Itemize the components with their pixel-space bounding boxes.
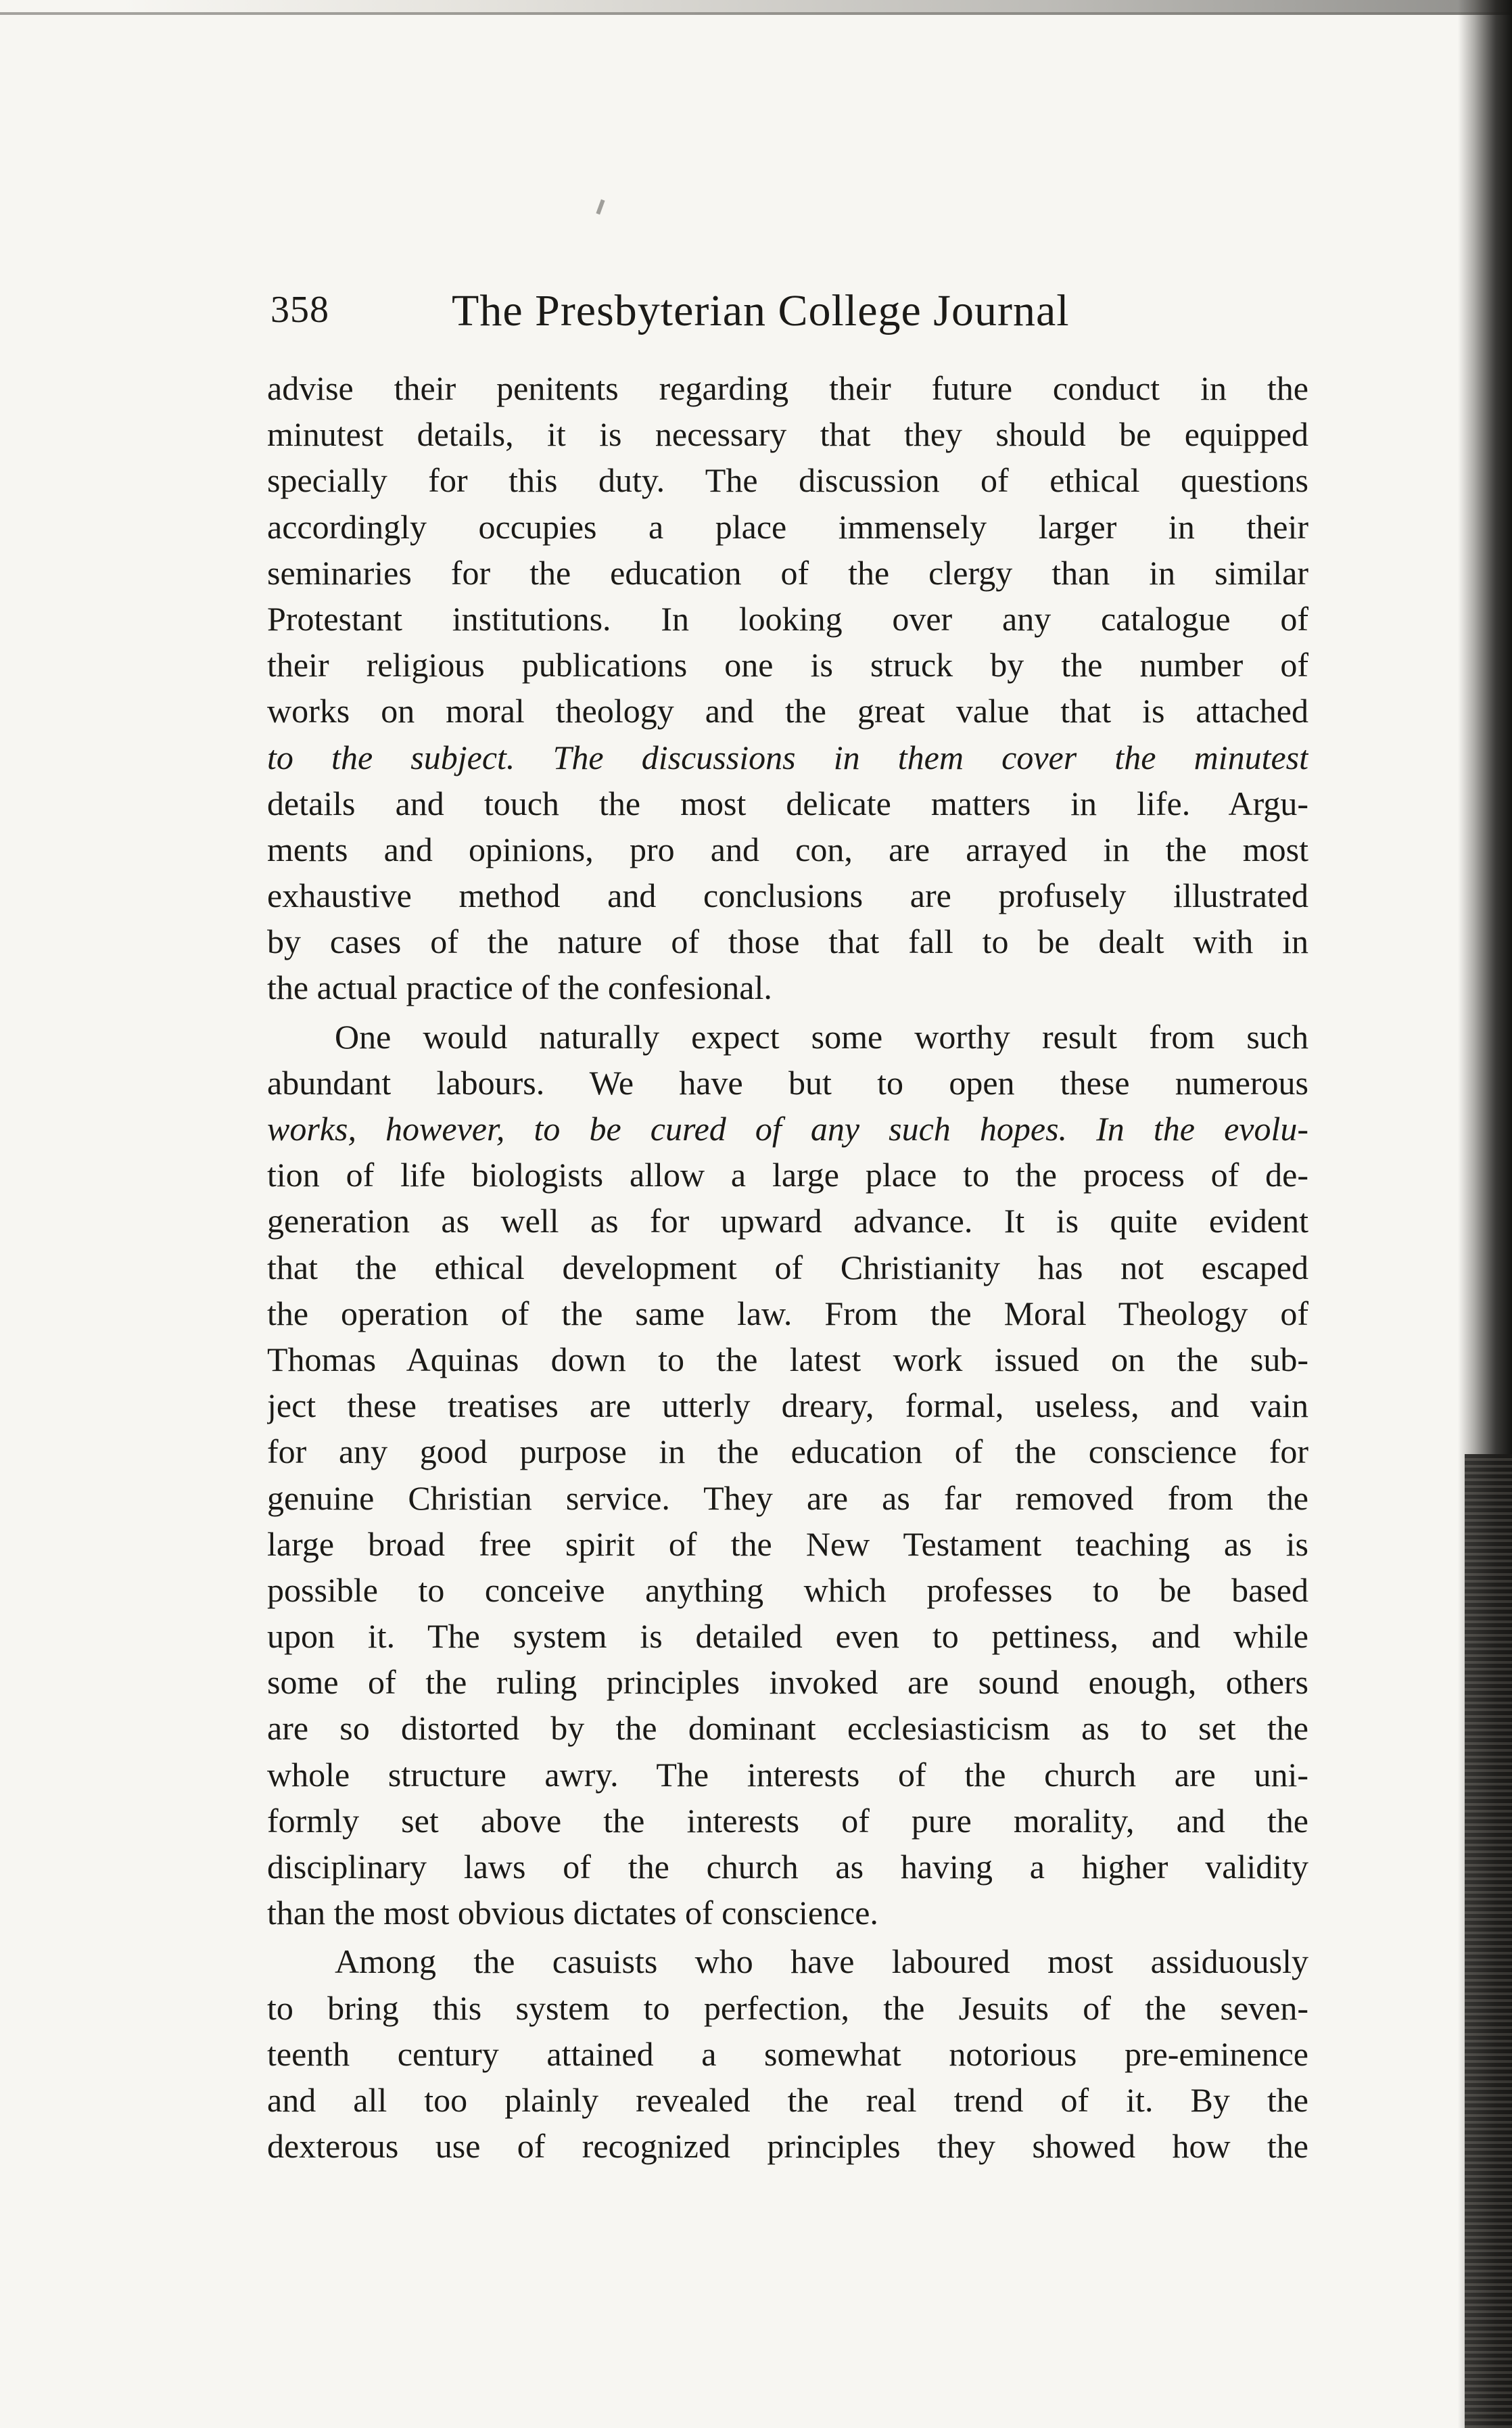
text-line: teenth century attained a somewhat notorious pre-eminence (267, 2034, 1308, 2073)
page-number: 358 (270, 289, 329, 331)
text-line: Protestant institutions. In looking over any catalogue of (267, 599, 1308, 638)
page-header (264, 276, 1319, 350)
text-line: ject these treatises are utterly dreary, formal, useless, and vain (267, 1386, 1308, 1425)
text-line: generation as well as for upward advance. It is quite evident (267, 1202, 1308, 1240)
text-line: to bring this system to perfection, the Jesuits of the seven- (267, 1988, 1308, 2027)
text-line: that the ethical development of Christianity has not escaped (267, 1248, 1308, 1286)
text-line: ments and opinions, pro and con, are arrayed in the most (267, 830, 1308, 868)
text-line: minutest details, it is necessary that they should be equipped (267, 415, 1308, 454)
text-line: Thomas Aquinas down to the latest work issued on the sub- (267, 1340, 1308, 1378)
text-line: works on moral theology and the great value that is attached (267, 692, 1308, 730)
text-line (267, 365, 1308, 411)
text-line: and all too plainly revealed the real trend of it. By the (267, 2080, 1308, 2119)
text-line: Among the casuists who have laboured most assiduously (335, 1942, 1308, 1981)
text-line: tion of life biologists allow a large place to the process of de- (267, 1156, 1308, 1194)
text-line: upon it. The system is detailed even to pettiness, and while (267, 1617, 1308, 1656)
text-line-segment: advise their penitents regarding their future conduct in the (267, 369, 1308, 407)
text-line: some of the ruling principles invoked are sound enough, others (267, 1663, 1308, 1702)
text-line: abundant labours. We have but to open these numerous (267, 1063, 1308, 1102)
text-line: exhaustive method and conclusions are profusely illustrated (267, 877, 1308, 915)
text-line: One would naturally expect some worthy result from such (335, 1017, 1308, 1056)
text-line: for any good purpose in the education of the conscience for (267, 1432, 1308, 1471)
running-title: The Presbyterian College Journal (452, 286, 1070, 335)
text-line: large broad free spirit of the New Testament teaching as is (267, 1524, 1308, 1563)
text-line: by cases of the nature of those that fall to be dealt with in (267, 923, 1308, 961)
text-line: are so distorted by the dominant ecclesiasticism as to set the (267, 1709, 1308, 1748)
text-line: their religious publications one is struck by the number of (267, 646, 1308, 684)
text-line: whole structure awry. The interests of the church are uni- (267, 1755, 1308, 1794)
scan-speck (596, 200, 605, 215)
text-line: the operation of the same law. From the Moral Theology of (267, 1294, 1308, 1332)
text-line: formly set above the interests of pure morality, and the (267, 1801, 1308, 1840)
text-line: the actual practice of the confesional. (267, 968, 772, 1007)
text-line: possible to conceive anything which professes to be based (267, 1570, 1308, 1609)
text-line: dexterous use of recognized principles they showed how the (267, 2127, 1308, 2166)
text-line: genuine Christian service. They are as far removed from the (267, 1478, 1308, 1517)
text-line: than the most obvious dictates of conscience. (267, 1894, 878, 1932)
text-line: specially for this duty. The discussion of ethical questions (267, 461, 1308, 500)
text-line: seminaries for the education of the clergy than in similar (267, 553, 1308, 592)
text-line: accordingly occupies a place immensely larger in their (267, 507, 1308, 546)
text-line: works, however, to be cured of any such hopes. In the evolu- (267, 1110, 1308, 1148)
scan-binding-texture (1465, 1454, 1512, 2428)
text-line: to the subject. The discussions in them cover the minutest (267, 738, 1308, 776)
body-text (267, 365, 1308, 2169)
text-line: details and touch the most delicate matters in life. Argu- (267, 784, 1308, 822)
text-line: disciplinary laws of the church as having a higher validity (267, 1848, 1308, 1886)
scan-top-rule (0, 12, 1512, 15)
